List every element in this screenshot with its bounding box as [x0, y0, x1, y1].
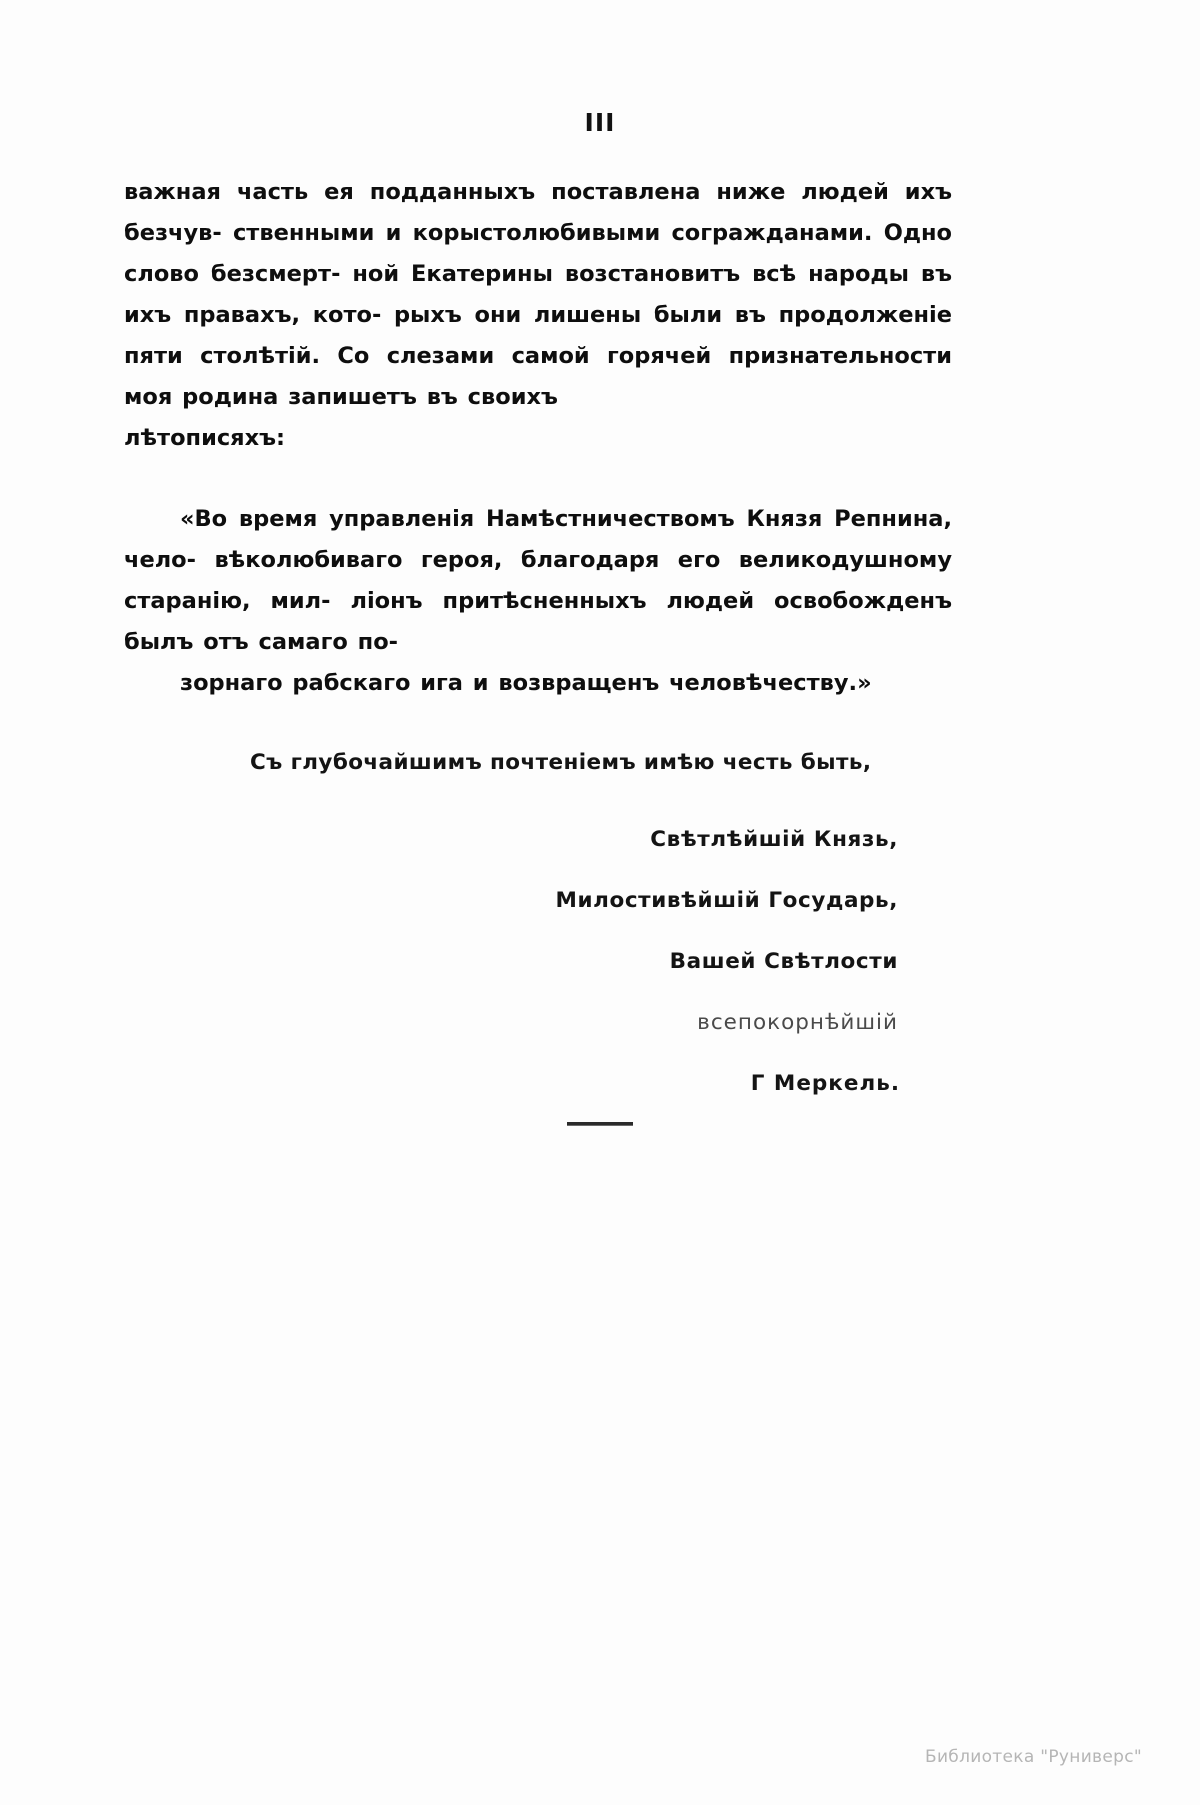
signature-line-humble: всепокорнѣйшій — [697, 1010, 898, 1035]
paragraph-line: ной Екатерины возстановитъ всѣ народы въ ихъ правахъ, кото- — [124, 261, 953, 328]
paragraph-last-line: зорнаго рабскаго ига и возвращенъ человѣчеству.» — [180, 670, 872, 696]
library-watermark: Библиотека "Руниверс" — [925, 1747, 1142, 1767]
paragraph-line: рыхъ они лишены были въ продолженіе пяти столѣтій. Со слезами — [124, 302, 952, 369]
signature-block — [124, 809, 952, 1114]
paragraph-line: важная часть ея подданныхъ поставлена ниже людей ихъ безчув- — [124, 179, 952, 246]
paragraph-intro — [124, 172, 952, 459]
paragraph-line: самой горячей признательности моя родина запишетъ въ своихъ — [124, 343, 952, 410]
paragraph-line: вѣколюбиваго героя, благодаря его великодушному старанію, мил- — [124, 547, 952, 614]
signature-line-salutation: Милостивѣйшій Государь, — [555, 888, 898, 913]
page-body — [124, 172, 952, 1114]
page-number: III — [584, 108, 616, 137]
signature-line-author: Г Меркель. — [750, 1071, 900, 1096]
section-divider — [0, 1113, 1200, 1131]
paragraph-quote — [124, 499, 952, 704]
divider-rule — [567, 1122, 633, 1126]
closing-line: Съ глубочайшимъ почтеніемъ имѣю честь быть, — [250, 750, 872, 775]
signature-line-address: Вашей Свѣтлости — [669, 949, 898, 974]
signature-line-title: Свѣтлѣйшій Князь, — [650, 827, 898, 852]
paragraph-line: «Во время управленія Намѣстничествомъ Князя Репнина, чело- — [124, 506, 952, 573]
paragraph-line: ліонъ притѣсненныхъ людей освобожденъ былъ отъ самаго по- — [124, 588, 952, 655]
paragraph-last-line: лѣтописяхъ: — [124, 425, 286, 451]
paragraph-line: ственными и корыстолюбивыми согражданами. Одно слово безсмерт- — [124, 220, 952, 287]
